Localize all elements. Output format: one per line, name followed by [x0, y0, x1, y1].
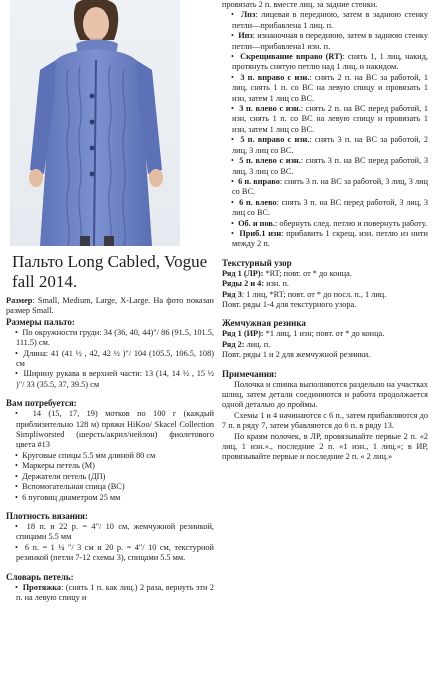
size-intro — [6, 296, 214, 317]
seed-row: Ряд 1 (ИР): *1 лиц, 1 изн; повт. от * до конца. — [222, 329, 385, 339]
glossary-item: • Ипз: изнаночная в переднюю, затем в заднюю стенку петли—прибавлена1 изн. п. — [231, 31, 428, 51]
note-paragraph: Схемы 1 и 4 начинаются с 6 п., затем прибавляются до 7 п. в ряду 7, затем убавляются до 6 п. в ряду 13. — [222, 410, 428, 431]
texture-heading: Текстурный узор — [222, 257, 292, 268]
pattern-title: Пальто Long Cabled, Vogue fall 2014. — [12, 252, 208, 291]
material-item: • Круговые спицы 5.5 мм длиной 80 см — [15, 450, 156, 460]
glossary-item: • Приб.1 изн: прибавить 1 скрещ. изн. петлю из нити между 2 п. — [231, 228, 428, 249]
texture-row: Ряд 3: 1 лиц, *RT; повт. от * до посл. п., 1 лиц. — [222, 289, 387, 299]
gauge-heading: Плотность вязания: — [6, 510, 88, 521]
texture-note: Повт. ряды 1-4 для текстурного узора. — [222, 299, 357, 309]
coat-photo — [10, 0, 180, 246]
materials-heading: Вам потребуется: — [6, 398, 77, 409]
sizes-heading: Размеры пальто: — [6, 316, 75, 327]
size-item: • Ширину рукава в верхней части: 13 (14, 14 ½ , 15 ½ )"/ 33 (35.5, 37, 39.5) см — [15, 369, 214, 389]
glossary-item: • 5 п. вправо с изн.: снять 3 п. на ВС за работой, 2 лиц, 3 лиц со ВС. — [231, 135, 428, 155]
size-label: Размер — [6, 296, 33, 305]
size-item: • Длина: 41 (41 ½ , 42, 42 ½ )"/ 104 (105.5, 106.5, 108) см — [15, 348, 214, 369]
texture-row: Ряды 2 и 4: изн. п. — [222, 279, 289, 289]
material-item: • Маркеры петель (М) — [15, 461, 95, 471]
notes-heading: Примечания: — [222, 368, 277, 379]
size-text: : Small, Medium, Large, X-Large. На фото показан размер Small. — [6, 296, 214, 316]
glossary-item: • 3 п. влево с изн.: снять 2 п. на ВС перед работой, 1 изн, снять 1 п. со ВС на левую спицу и провязать 1 изн, затем 1 лиц со ВС. — [231, 104, 429, 134]
gauge-item: • 6 п. = 1 ¼ "/ 3 см и 20 р. = 4"/ 10 см, текстурной резинкой (петли 7-12 схемы 3), спицами 5.5 мм. — [15, 542, 214, 563]
size-item: • По окружности груди: 34 (36, 40, 44)"/ 86 (91.5, 101.5, 111.5) см. — [15, 327, 215, 348]
note-paragraph: Полочка и спинка выполняются раздельно на участках шлиц, затем детали соединяются и работа продолжается одной деталью до проймы. — [222, 379, 428, 410]
gauge-item: • 18 п. и 22 р. = 4"/ 10 см, жемчужной резинкой, спицами 5.5 мм — [15, 521, 214, 542]
glossary-item: • Скрещивание вправо (RT): снять 1, 1 лиц, накид, протянуть снятую петлю над 1 лиц. и накидом. — [231, 52, 428, 72]
seed-heading: Жемчужная резинка — [222, 318, 306, 329]
glossary-item: • 5 п. влево с изн.: снять 3 п. на ВС перед работой, 3 лиц, 3 лиц со ВС. — [231, 156, 429, 176]
glossary-continuation: провязать 2 п. вместе лиц. за задние стенки. — [222, 0, 378, 9]
seed-note: Повт. ряды 1 и 2 для жемчужной резинки. — [222, 350, 371, 360]
material-item: • 14 (15, 17, 19) мотков по 100 г (каждый приблизительно 128 м) пряжи HiKoo/ Skacel Collection Simpliworsted (шерсть/акрил/нейлон) фиолетового цвета #13 — [15, 409, 214, 450]
material-item: • 6 пуговиц диаметром 25 мм — [15, 492, 121, 502]
texture-row: Ряд 1 (ЛР): *RT; повт. от * до конца. — [222, 268, 352, 278]
glossary-item: • Лпз: лицевая в переднюю, затем в заднюю стенку петли—прибавлена 1 лиц. п. — [231, 10, 428, 30]
glossary-item: • 3 п. вправо с изн.: снять 2 п. на ВС за работой, 1 лиц, снять 1 п. со ВС на левую спицу и провязать 1 изн, затем 1 лиц со ВС. — [231, 72, 428, 103]
glossary-item: • 6 п. влево: снять 3 п. на ВС перед работой, 3 лиц, 3 лиц со ВС. — [231, 197, 429, 218]
glossary-heading: Словарь петель: — [6, 571, 74, 582]
seed-row: Ряд 2: лиц. п. — [222, 339, 271, 349]
glossary-item: • Протяжка: (снять 1 п. как лиц.) 2 раза, вернуть эти 2 п. на левую спицу и — [15, 582, 214, 602]
material-item: • Вспомогательная спица (ВС) — [15, 482, 125, 492]
note-paragraph: По краям полочек, в ЛР, провязывайте первые 2 п. «2 лиц, 1 изн.»., последние 2 п. «1 изн., 1 лиц.»; в ИР, провязывайте первые и последние 2 п. « 2 лиц.» — [222, 431, 428, 462]
left-column — [6, 296, 214, 603]
right-column — [222, 0, 428, 463]
glossary-item: • Об. и пов.: обернуть след. петлю и повернуть работу. — [231, 218, 428, 228]
glossary-item: • 6 п. вправо: снять 3 п. на ВС за работой, 3 лиц, 3 лиц со ВС. — [231, 176, 429, 197]
material-item: • Держатели петель (ДП) — [15, 471, 106, 481]
model-photo-image — [10, 0, 180, 246]
